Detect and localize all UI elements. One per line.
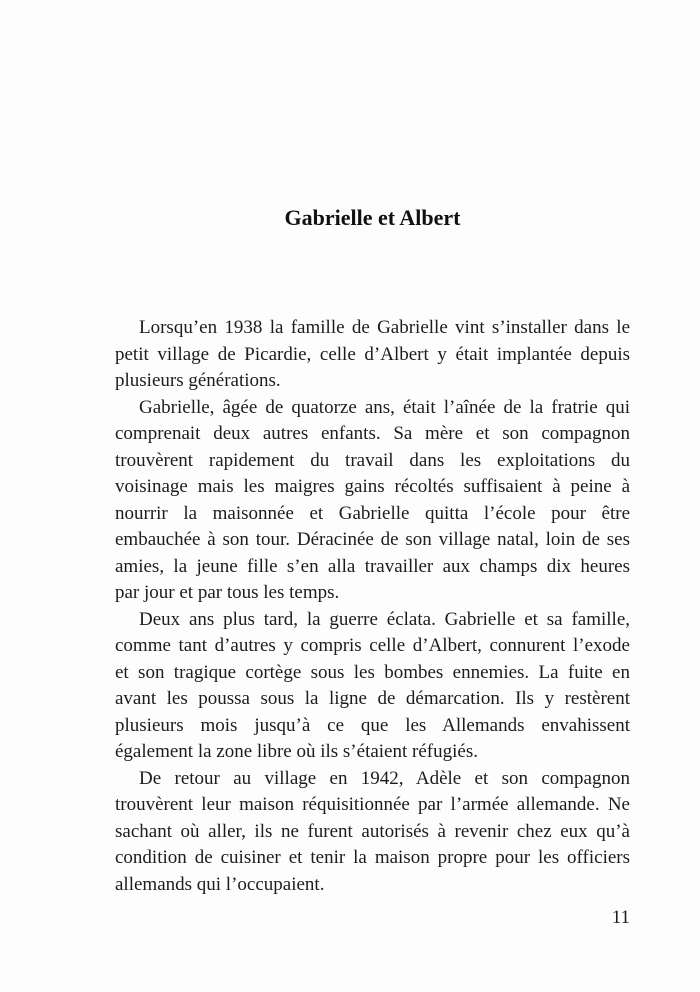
text-line: Lorsqu’en 1938 la famille de Gabrielle vint s’installer dans le <box>139 317 630 338</box>
text-line: Deux ans plus tard, la guerre éclata. Gabrielle et sa famille, <box>139 608 630 630</box>
text-line: et son tragique cortège sous les bombes ennemies. La fuite en <box>115 661 630 683</box>
text-line: Gabrielle, âgée de quatorze ans, était l’aînée de la fratrie qui <box>139 396 630 418</box>
text-line: comprenait deux autres enfants. Sa mère et son compagnon <box>115 423 630 444</box>
text-line: trouvèrent rapidement du travail dans les exploitations du <box>115 449 630 471</box>
body-text <box>115 315 630 898</box>
text-line: comme tant d’autres y compris celle d’Albert, connurent l’exode <box>115 635 630 656</box>
text-line: également la zone libre où ils s’étaient réfugiés. <box>115 741 478 762</box>
text-line: nourrir la maisonnée et Gabrielle quitta l’école pour être <box>115 502 630 524</box>
text-line: avant les poussa sous la ligne de démarcation. Ils y restèrent <box>115 688 630 709</box>
text-line: amies, la jeune fille s’en alla travailler aux champs dix heures <box>115 555 630 577</box>
chapter-title: Gabrielle et Albert <box>284 205 461 230</box>
text-line: plusieurs générations. <box>115 370 281 391</box>
page-number: 11 <box>611 907 630 928</box>
text-line: par jour et par tous les temps. <box>115 582 340 603</box>
text-line: petit village de Picardie, celle d’Albert y était implantée depuis <box>115 343 630 365</box>
text-line: De retour au village en 1942, Adèle et son compagnon <box>139 767 630 789</box>
text-line: voisinage mais les maigres gains récoltés suffisaient à peine à <box>115 476 630 497</box>
text-line: trouvèrent leur maison réquisitionnée par l’armée allemande. Ne <box>115 794 630 815</box>
text-line: plusieurs mois jusqu’à ce que les Allemands envahissent <box>115 714 630 736</box>
text-line: sachant où aller, ils ne furent autorisés à revenir chez eux qu’à <box>115 820 630 842</box>
text-line: allemands qui l’occupaient. <box>115 873 325 895</box>
text-line: condition de cuisiner et tenir la maison propre pour les officiers <box>115 847 630 868</box>
text-line: embauchée à son tour. Déracinée de son village natal, loin de ses <box>115 529 630 550</box>
